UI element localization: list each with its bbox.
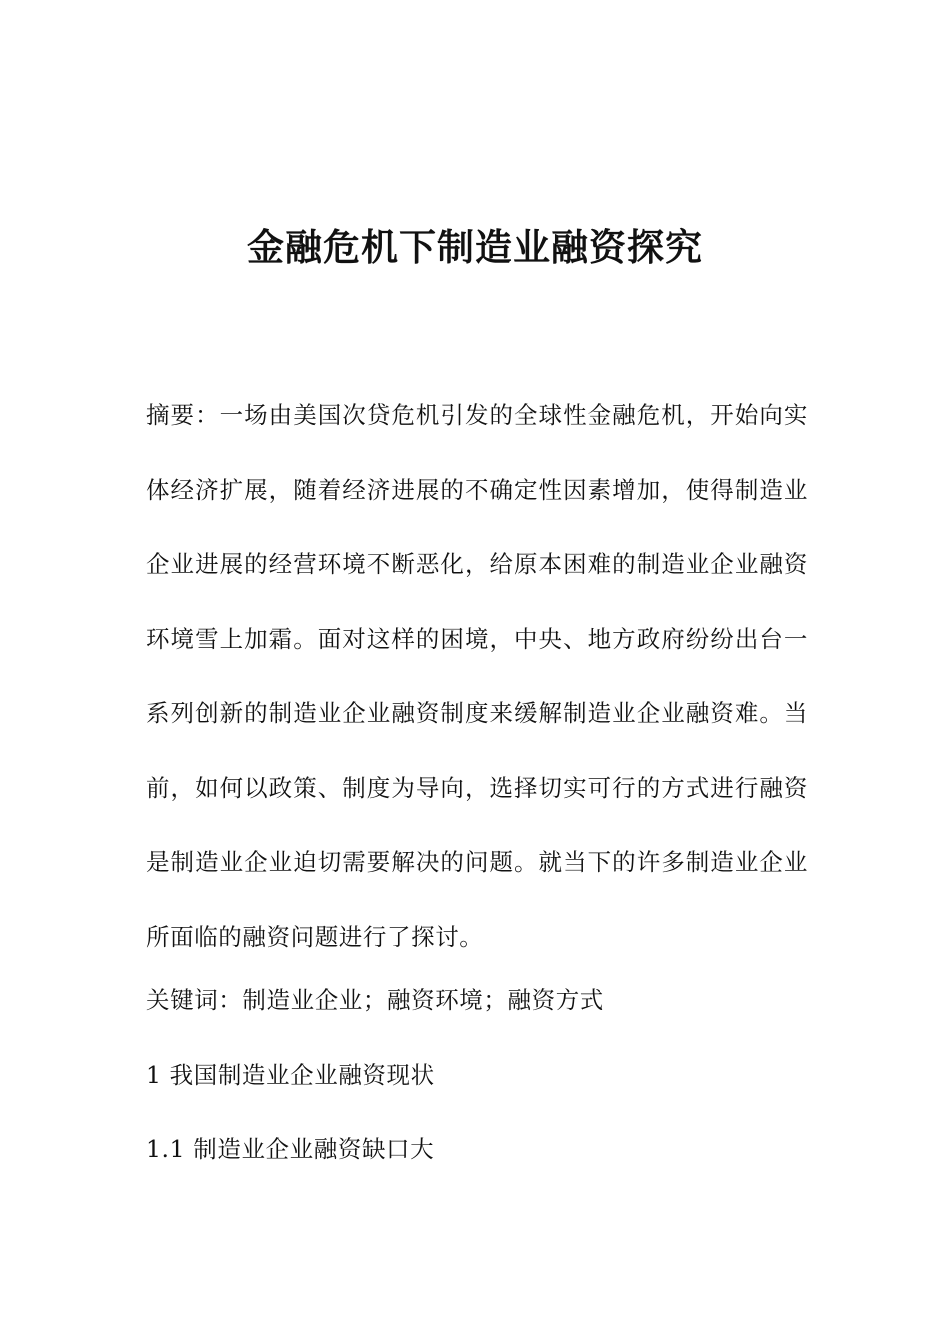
keywords-line: 关键词：制造业企业；融资环境；融资方式 (146, 986, 604, 1014)
document-title: 金融危机下制造业融资探究 (247, 226, 703, 269)
section-heading-1-1: 1.1 制造业企业融资缺口大 (146, 1135, 435, 1163)
abstract-paragraph: 摘要：一场由美国次贷危机引发的全球性金融危机，开始向实体经济扩展，随着经济进展的不确定性因素增加，使得制造业企业进展的经营环境不断恶化，给原本困难的制造业企业融资环境雪上加霜。面对这样的困境，中央、地方政府纷纷出台一系列创新的制造业企业融资制度来缓解制造业企业融资难。当前，如何以政策、制度为导向，选择切实可行的方式进行融资是制造业企业迫切需要解决的问题。就当下的许多制造业企业所面临的融资问题进行了探讨。 (146, 401, 808, 951)
section-heading-1: 1 我国制造业企业融资现状 (146, 1061, 435, 1089)
